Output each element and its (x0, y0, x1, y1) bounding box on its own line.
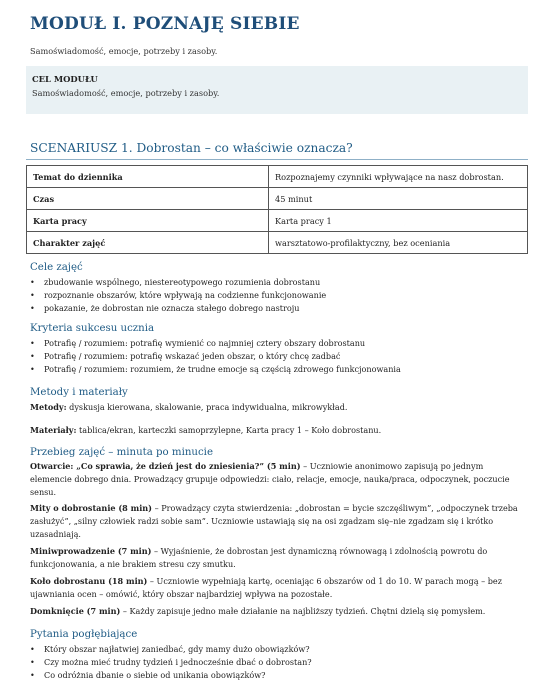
questions-list (30, 643, 312, 681)
list-item: • Czy można mieć trudny tydzień i jednocześnie dbać o dobrostan? (30, 656, 312, 669)
flow-step-text: – Uczniowie anonimowo zapisują po jednym elemencie dobrego dnia. Prowadzący grupuje odpowiedzi: ciało, relacje, emocje, nauka/praca, odpoczynek, poczucie sensu. (30, 461, 510, 498)
flow-step-label: Otwarcie: „Co sprawia, że dzień jest do zniesienia?” (5 min) (30, 461, 301, 471)
table-key: Temat do dziennika (27, 166, 269, 188)
materials-text: tablica/ekran, karteczki samoprzylepne, Karta pracy 1 – Koło dobrostanu. (76, 425, 382, 435)
methods-line (30, 401, 524, 414)
flow-step-label: Mity o dobrostanie (8 min) (30, 503, 152, 513)
flow-step (30, 575, 524, 601)
criteria-list (30, 337, 401, 375)
flow-step (30, 502, 524, 542)
goals-list (30, 276, 326, 314)
table-value: warsztatowo-profilaktyczny, bez oceniania (269, 232, 528, 254)
table-row (27, 232, 528, 254)
flow-step (30, 460, 524, 500)
list-item: • rozpoznanie obszarów, które wpływają na codzienne funkcjonowanie (30, 289, 326, 302)
flow-step (30, 545, 524, 571)
table-row (27, 166, 528, 188)
table-key: Czas (27, 188, 269, 210)
flow-heading: Przebieg zajęć – minuta po minucie (30, 447, 213, 458)
module-subtitle: Samoświadomość, emocje, potrzeby i zasoby. (30, 46, 218, 56)
flow-step-label: Miniwprowadzenie (7 min) (30, 546, 152, 556)
module-goal-text: Samoświadomość, emocje, potrzeby i zasoby. (32, 88, 220, 98)
table-value: Karta pracy 1 (269, 210, 528, 232)
list-item: • Który obszar najłatwiej zaniedbać, gdy mamy dużo obowiązków? (30, 643, 312, 656)
table-value: 45 minut (269, 188, 528, 210)
questions-heading: Pytania pogłębiające (30, 629, 138, 640)
list-item: • zbudowanie wspólnego, niestereotypowego rozumienia dobrostanu (30, 276, 326, 289)
flow-step-text: – Wyjaśnienie, że dobrostan jest dynamiczną równowagą i zdolnością powrotu do funkcjonowania, a nie brakiem stresu czy smutku. (30, 546, 488, 570)
module-title: MODUŁ I. POZNAJĘ SIEBIE (30, 14, 300, 34)
materials-label: Materiały: (30, 425, 77, 435)
methods-text: dyskusja kierowana, skalowanie, praca indywidualna, mikrowykład. (66, 402, 348, 412)
flow-step-label: Domknięcie (7 min) (30, 606, 121, 616)
goals-heading: Cele zajęć (30, 262, 83, 273)
scenario-info-table (26, 165, 528, 254)
module-goal-box (26, 66, 528, 114)
list-item: • Co odróżnia dbanie o siebie od unikania obowiązków? (30, 669, 312, 682)
methods-heading: Metody i materiały (30, 387, 128, 398)
list-item: • Potrafię / rozumiem: potrafię wskazać jeden obszar, o który chcę zadbać (30, 350, 401, 363)
module-goal-title: CEL MODUŁU (32, 74, 98, 84)
table-row (27, 210, 528, 232)
criteria-heading: Kryteria sukcesu ucznia (30, 323, 155, 334)
scenario-title: SCENARIUSZ 1. Dobrostan – co właściwie oznacza? (30, 141, 353, 155)
table-value: Rozpoznajemy czynniki wpływające na nasz dobrostan. (269, 166, 528, 188)
materials-line (30, 424, 524, 437)
flow-step-label: Koło dobrostanu (18 min) (30, 576, 148, 586)
scenario-divider (26, 159, 528, 160)
flow-step-text: – Każdy zapisuje jedno małe działanie na najbliższy tydzień. Chętni dzielą się pomysłem. (120, 606, 486, 616)
flow-step (30, 605, 524, 618)
list-item: • Potrafię / rozumiem: rozumiem, że trudne emocje są częścią zdrowego funkcjonowania (30, 363, 401, 376)
table-key: Karta pracy (27, 210, 269, 232)
table-key: Charakter zajęć (27, 232, 269, 254)
methods-label: Metody: (30, 402, 67, 412)
list-item: • Potrafię / rozumiem: potrafię wymienić co najmniej cztery obszary dobrostanu (30, 337, 401, 350)
list-item: • pokazanie, że dobrostan nie oznacza stałego dobrego nastroju (30, 302, 326, 315)
flow-step-text: – Prowadzący czyta stwierdzenia: „dobrostan = bycie szczęśliwym”, „odpoczynek trzeba zasłużyć”, „silny człowiek radzi sobie sam”. Uczniowie ustawiają się na osi zgadzam się–nie zgadzam się i krótko uzasadniają. (30, 503, 518, 540)
flow-step-text: – Uczniowie wypełniają kartę, oceniając 6 obszarów od 1 do 10. W parach mogą – bez ujawniania ocen – omówić, który obszar najbardziej wpływa na pozostałe. (30, 576, 502, 600)
table-row (27, 188, 528, 210)
